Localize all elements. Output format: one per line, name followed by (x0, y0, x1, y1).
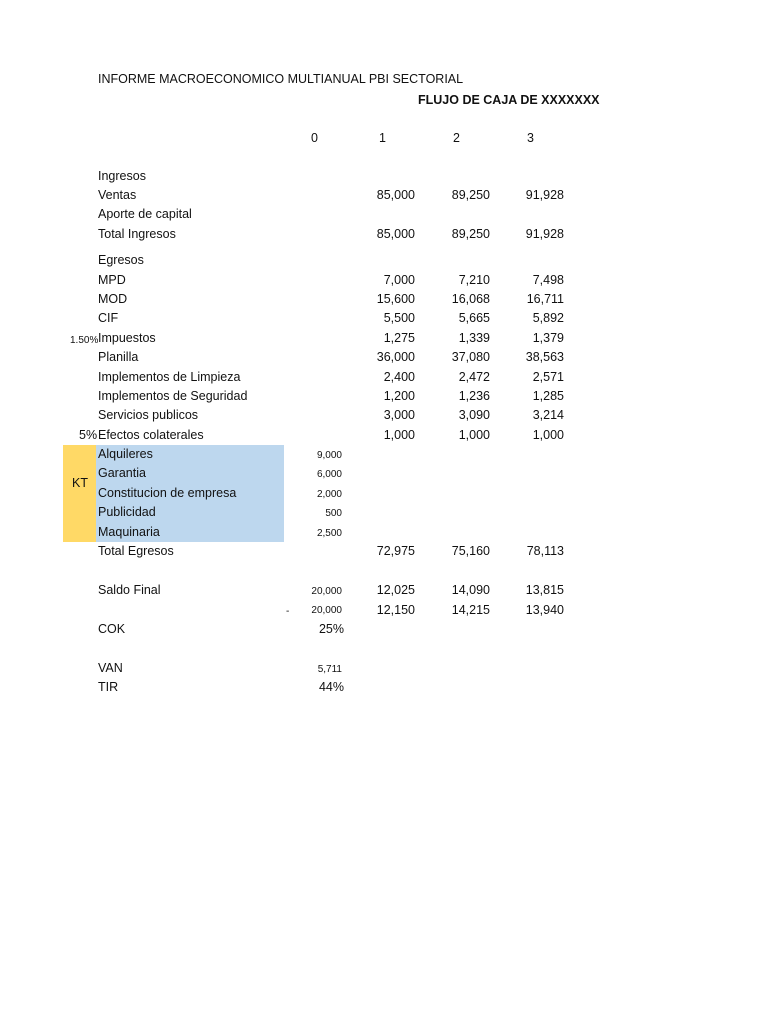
cell-value: 85,000 (376, 188, 415, 202)
period-header-3: 3 (527, 131, 534, 145)
report-title: INFORME MACROECONOMICO MULTIANUAL PBI SECTORIAL (98, 72, 464, 86)
row-label: Total Ingresos (98, 227, 176, 241)
row-label: CIF (98, 311, 119, 325)
cell-value: 91,928 (525, 227, 564, 241)
cell-value: 500 (325, 508, 342, 519)
cell-value: 1,379 (532, 331, 564, 345)
cell-value: 7,000 (383, 273, 415, 287)
row-label: TIR (98, 680, 119, 694)
cell-value: 1,339 (458, 331, 490, 345)
cell-value: 38,563 (525, 350, 564, 364)
cell-value: 15,600 (376, 292, 415, 306)
row-label: Saldo Final (98, 583, 161, 597)
kt-label: KT (72, 476, 88, 490)
cell-value: 1,000 (458, 428, 490, 442)
cell-value: 1,000 (383, 428, 415, 442)
cell-value: 20,000 (311, 605, 342, 616)
cell-value: 3,214 (532, 408, 564, 422)
sheet-title: FLUJO DE CAJA DE XXXXXXX (418, 93, 600, 107)
cell-value: 2,400 (383, 370, 415, 384)
cell-value: 1,236 (458, 389, 490, 403)
effects-rate-note: 5% (79, 428, 98, 442)
cell-value: 14,090 (451, 583, 490, 597)
cell-value: 3,000 (383, 408, 415, 422)
cell-value: 7,210 (458, 273, 490, 287)
cell-value: 1,000 (532, 428, 564, 442)
cell-value: 1,275 (383, 331, 415, 345)
cell-value: 16,068 (451, 292, 490, 306)
cell-value: 5,892 (532, 311, 564, 325)
cell-value: 2,571 (532, 370, 564, 384)
row-label: Efectos colaterales (98, 428, 204, 442)
row-label: Maquinaria (98, 525, 160, 539)
cell-value: 25% (318, 622, 344, 636)
cell-value: 7,498 (532, 273, 564, 287)
row-label: Implementos de Seguridad (98, 389, 248, 403)
row-label: VAN (98, 661, 123, 675)
cell-value: 91,928 (525, 188, 564, 202)
row-label: MOD (98, 292, 128, 306)
row-label: Publicidad (98, 505, 156, 519)
row-label: MPD (98, 273, 126, 287)
kt-block (63, 445, 96, 542)
row-label: Garantia (98, 466, 146, 480)
cell-value: 5,500 (383, 311, 415, 325)
row-label: Implementos de Limpieza (98, 370, 241, 384)
row-label: Constitucion de empresa (98, 486, 237, 500)
row-label: Ventas (98, 188, 137, 202)
cell-value: 1,285 (532, 389, 564, 403)
cell-value: 75,160 (451, 544, 490, 558)
row-label: Egresos (98, 253, 144, 267)
cell-value: 89,250 (451, 188, 490, 202)
period-header-0: 0 (311, 131, 318, 145)
cell-value: 5,665 (458, 311, 490, 325)
cell-value: 6,000 (316, 469, 342, 480)
cell-value: 20,000 (311, 586, 342, 597)
cell-value: 72,975 (376, 544, 415, 558)
row-label: Impuestos (98, 331, 156, 345)
cell-value: 3,090 (458, 408, 490, 422)
row-label: Aporte de capital (98, 207, 192, 221)
cell-value: 2,000 (316, 489, 342, 500)
cell-value: 9,000 (316, 450, 342, 461)
cell-value: 2,500 (316, 528, 342, 539)
cell-value: 44% (318, 680, 344, 694)
cell-value: 14,215 (451, 603, 490, 617)
row-label: Servicios publicos (98, 408, 199, 422)
cell-value: 13,815 (525, 583, 564, 597)
row-label: Planilla (98, 350, 139, 364)
negative-sign: - (286, 606, 290, 617)
cell-value: 12,025 (376, 583, 415, 597)
row-label: COK (98, 622, 126, 636)
cell-value: 1,200 (383, 389, 415, 403)
cell-value: 37,080 (451, 350, 490, 364)
cell-value: 13,940 (525, 603, 564, 617)
row-label: Ingresos (98, 169, 146, 183)
period-header-2: 2 (453, 131, 460, 145)
cell-value: 36,000 (376, 350, 415, 364)
row-label: Total Egresos (98, 544, 174, 558)
cell-value: 2,472 (458, 370, 490, 384)
row-label: Alquileres (98, 447, 153, 461)
cell-value: 78,113 (526, 544, 564, 558)
period-header-1: 1 (379, 131, 386, 145)
cell-value: 16,711 (526, 292, 564, 306)
tax-rate-note: 1.50% (70, 335, 99, 346)
cell-value: 12,150 (376, 603, 415, 617)
cell-value: 5,711 (317, 664, 342, 675)
cell-value: 85,000 (376, 227, 415, 241)
cell-value: 89,250 (451, 227, 490, 241)
